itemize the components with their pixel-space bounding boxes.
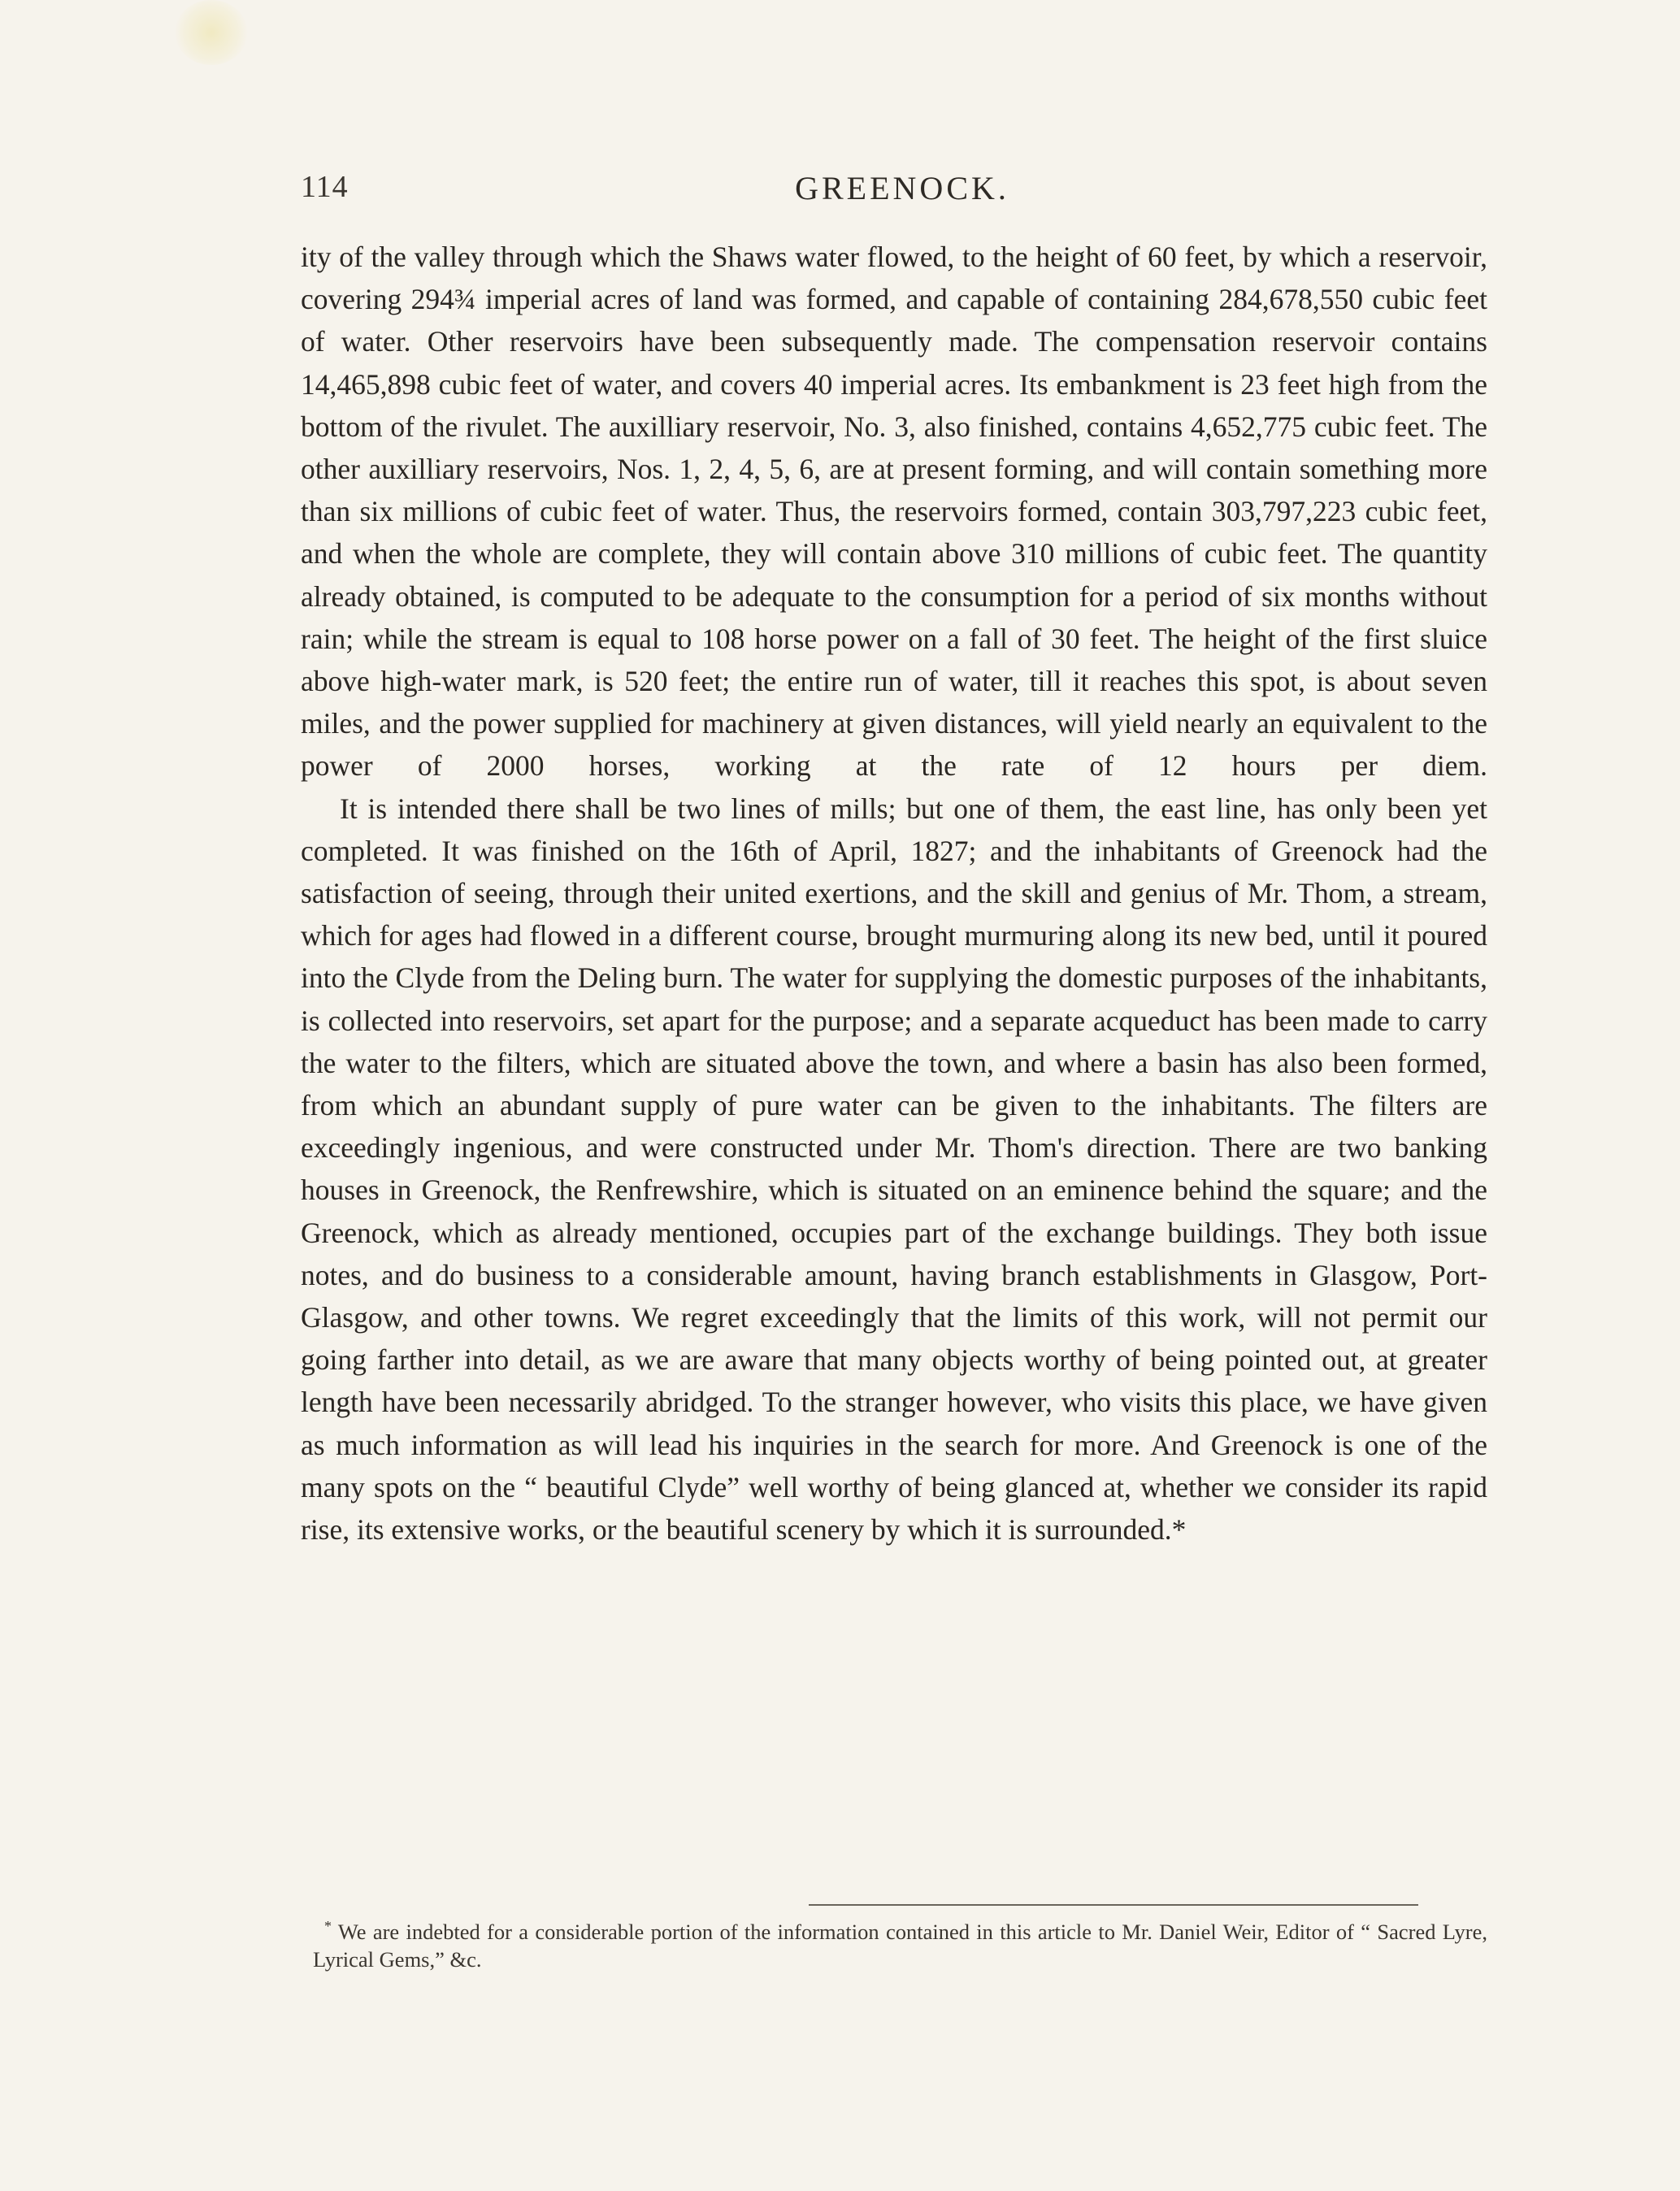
- paper-stain: [175, 0, 248, 65]
- body-text: [301, 236, 1487, 1551]
- running-title: GREENOCK.: [795, 170, 1009, 206]
- paragraph-1: ity of the valley through which the Shaws water flowed, to the height of 60 feet, by which a reservoir, covering 294¾ imperial acres of land was formed, and capable of containing 284,678,550 cubic feet of water. Other reservoirs have been subsequently made. The compensation reservoir contains 14,465,898 cubic feet of water, and covers 40 imperial acres. Its embankment is 23 feet high from the bottom of the rivulet. The auxilliary reservoir, No. 3, also finished, contains 4,652,775 cubic feet. The other auxilliary reservoirs, Nos. 1, 2, 4, 5, 6, are at present forming, and will contain something more than six millions of cubic feet of water. Thus, the reservoirs formed, contain 303,797,223 cubic feet, and when the whole are complete, they will contain above 310 millions of cubic feet. The quantity already obtained, is computed to be adequate to the consumption for a period of six months without rain; while the stream is equal to 108 horse power on a fall of 30 feet. The height of the first sluice above high-water mark, is 520 feet; the entire run of water, till it reaches this spot, is about seven miles, and the power supplied for machinery at given distances, will yield nearly an equivalent to the power of 2000 horses, working at the rate of 12 hours per diem.: [301, 241, 1487, 783]
- running-head: [301, 169, 1487, 210]
- footnote-mark: *: [324, 1918, 332, 1934]
- page-number: 114: [301, 170, 349, 204]
- paragraph-2: It is intended there shall be two lines of mills; but one of them, the east line, has only been yet completed. It was finished on the 16th of April, 1827; and the inhabitants of Greenock had the satisfaction of seeing, through their united exertions, and the skill and genius of Mr. Thom, a stream, which for ages had flowed in a different course, brought murmuring along its new bed, until it poured into the Clyde from the Deling burn. The water for supplying the domestic purposes of the inhabitants, is collected into reservoirs, set apart for the purpose; and a separate acqueduct has been made to carry the water to the filters, which are situated above the town, and where a basin has also been formed, from which an abundant supply of pure water can be given to the inhabitants. The filters are exceedingly ingenious, and were constructed under Mr. Thom's direction. There are two banking houses in Greenock, the Renfrewshire, which is situated on an eminence behind the square; and the Greenock, which as already mentioned, occupies part of the exchange buildings. They both issue notes, and do business to a considerable amount, having branch establishments in Glasgow, Port-Glasgow, and other towns. We regret exceedingly that the limits of this work, will not permit our going farther into detail, as we are aware that many objects worthy of being pointed out, at greater length have been necessarily abridged. To the stranger however, who visits this place, we have given as much information as will lead his inquiries in the search for more. And Greenock is one of the many spots on the “ beautiful Clyde” well worthy of being glanced at, whether we consider its rapid rise, its extensive works, or the beautiful scenery by which it is surrounded.*: [301, 792, 1487, 1547]
- footnote-rule: [809, 1904, 1418, 1906]
- footnote-text: We are indebted for a considerable portion of the information contained in this article to Mr. Daniel Weir, Editor of “ Sacred Lyre, Lyrical Gems,” &c.: [313, 1919, 1487, 1972]
- footnote: [313, 1912, 1487, 1973]
